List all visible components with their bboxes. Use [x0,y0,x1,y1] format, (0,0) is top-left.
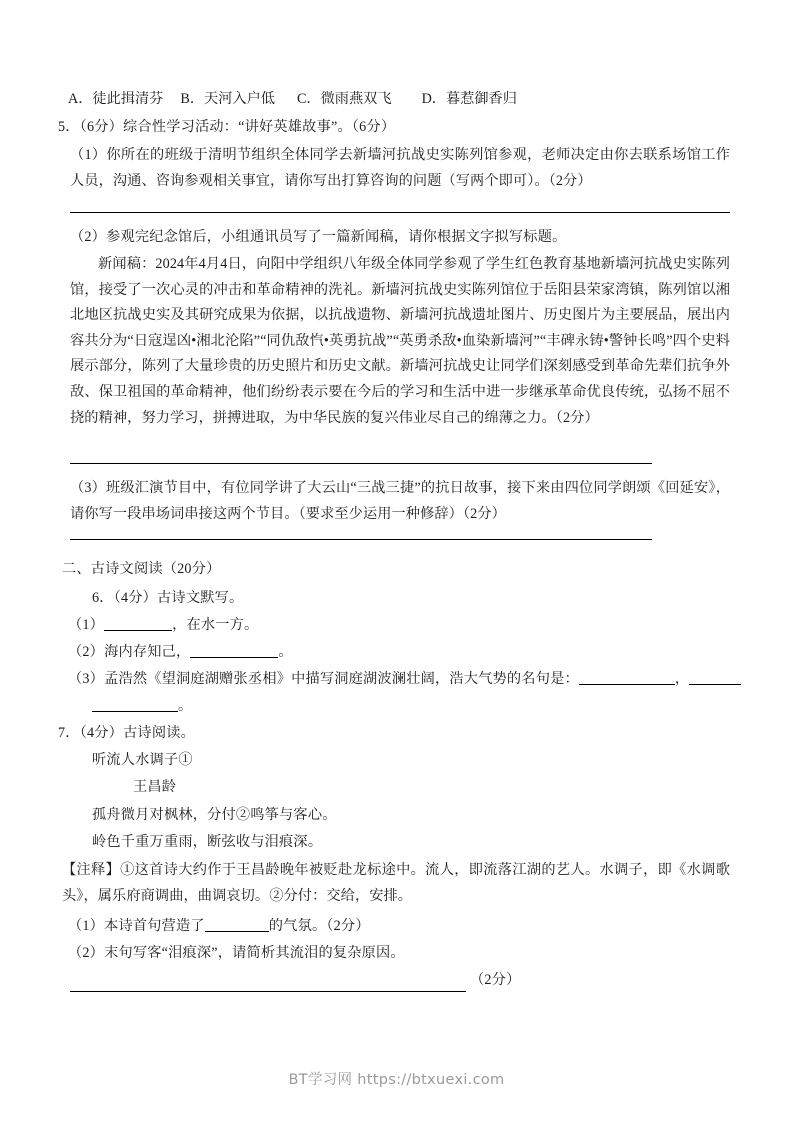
question-5-sub-2: （2）参观完纪念馆后，小组通讯员写了一篇新闻稿，请你根据文字拟写标题。 [70,229,567,245]
q6-item2-prefix: （2）海内存知己， [68,644,191,660]
question-5-news-draft: 新闻稿：2024年4月4日，向阳中学组织八年级全体同学参观了学生红色教育基地新墙河抗战史实陈列馆，接受了一次心灵的冲击和革命精神的洗礼。新墙河抗战史实陈列馆位于岳阳县荣家湾镇，陈列馆以湘北地区抗战史实及其研究成果为依据，以抗战遗物、新墙河抗战遗址图片、历史图片为主要展品，展出内容共分为“日寇逞凶•湘北沦陷”“同仇敌忾•英勇抗战”“英勇杀敌•血染新墙河”“丰碑永铸•警钟长鸣”四个史料展示部分，陈列了大量珍贵的历史照片和历史文献。新墙河抗战史让同学们深刻感受到革命先辈们抗争外敌、保卫祖国的革命精神，他们纷纷表示要在今后的学习和生活中进一步继承革命优良传统，弘扬不屈不挠的精神，努力学习，拼搏进取，为中华民族的复兴伟业尽自己的绵薄之力。（2分） [70,256,730,426]
option-b[interactable]: B．天河入户低 [180,91,275,107]
q6-blank-3c[interactable] [92,697,178,712]
question-6-item-3-cont [92,694,192,720]
poem-line-1: 孤舟微月对枫林，分付②鸣筝与客心。 [92,807,337,823]
option-d[interactable]: D．暮惹御香归 [421,91,517,107]
q6-item1-suffix: ，在水一方。 [172,617,259,633]
q6-item2-suffix: 。 [278,644,293,660]
q6-blank-3b[interactable] [689,670,741,685]
poem-notes: 【注释】①这首诗大约作于王昌龄晚年被贬赴龙标途中。流人，即流落江湖的艺人。水调子，即《水调歌头》，属乐府商调曲，曲调哀切。②分付：交给，安排。 [62,862,730,904]
section-2-heading: 二、古诗文阅读（20分） [62,561,221,577]
q6-item3-suffix: 。 [178,698,193,714]
q6-blank-2[interactable] [190,643,278,658]
answer-line-5-2[interactable] [70,463,652,464]
question-7-stem: 7．（4分）古诗阅读。 [58,725,195,741]
question-7-sub-1 [68,914,370,940]
q6-blank-3a[interactable] [579,670,675,685]
question-5-stem: 5．（6分）综合性学习活动：“讲好英雄故事”。（6分） [58,119,396,135]
q6-item1-prefix: （1） [68,617,105,633]
question-6-item-1 [68,613,258,639]
q7-sub1-prefix: （1）本诗首句营造了 [68,918,205,934]
footer-watermark: BT学习网 https://btxuexi.com [288,1072,505,1088]
q6-item3-mid: ， [674,671,690,687]
q7-sub1-suffix: 的气氛。（2分） [268,918,370,934]
poem-author: 王昌龄 [133,779,177,795]
q6-blank-1[interactable] [104,616,172,631]
question-6-item-2 [68,640,293,666]
q6-item3-prefix: （3）孟浩然《望洞庭湖赠张丞相》中描写洞庭湖波澜壮阔，浩大气势的名句是： [68,671,579,687]
option-a[interactable]: A．徒此揖清芬 [68,91,164,107]
multiple-choice-options [68,88,517,108]
question-5-sub-1: （1）你所在的班级于清明节组织全体同学去新墙河抗战史实陈列馆参观，老师决定由你去联系场馆工作人员，沟通、咨询参观相关事宜，请你写出打算咨询的问题（写两个即可）。（2分） [70,147,730,189]
question-7-sub-2: （2）末句写客“泪痕深”，请简析其流泪的复杂原因。 [68,945,405,961]
question-7-sub-2-score: （2分） [470,972,521,988]
option-c[interactable]: C．微雨燕双飞 [296,91,392,107]
q7-blank-1[interactable] [205,917,269,932]
poem-line-2: 岭色千重万重雨，断弦收与泪痕深。 [92,834,323,850]
answer-line-5-3[interactable] [70,539,652,540]
answer-line-5-1[interactable] [70,212,730,213]
question-5-sub-3: （3）班级汇演节目中，有位同学讲了大云山“三战三捷”的抗日故事，接下来由四位同学朗颂《回延安》，请你写一段串场词串接这两个节目。（要求至少运用一种修辞）（2分） [70,480,730,522]
question-6-stem: 6．（4分）古诗文默写。 [92,590,244,606]
question-6-item-3 [68,667,741,693]
answer-line-7-2[interactable] [70,991,466,992]
poem-title: 听流人水调子① [92,752,193,768]
